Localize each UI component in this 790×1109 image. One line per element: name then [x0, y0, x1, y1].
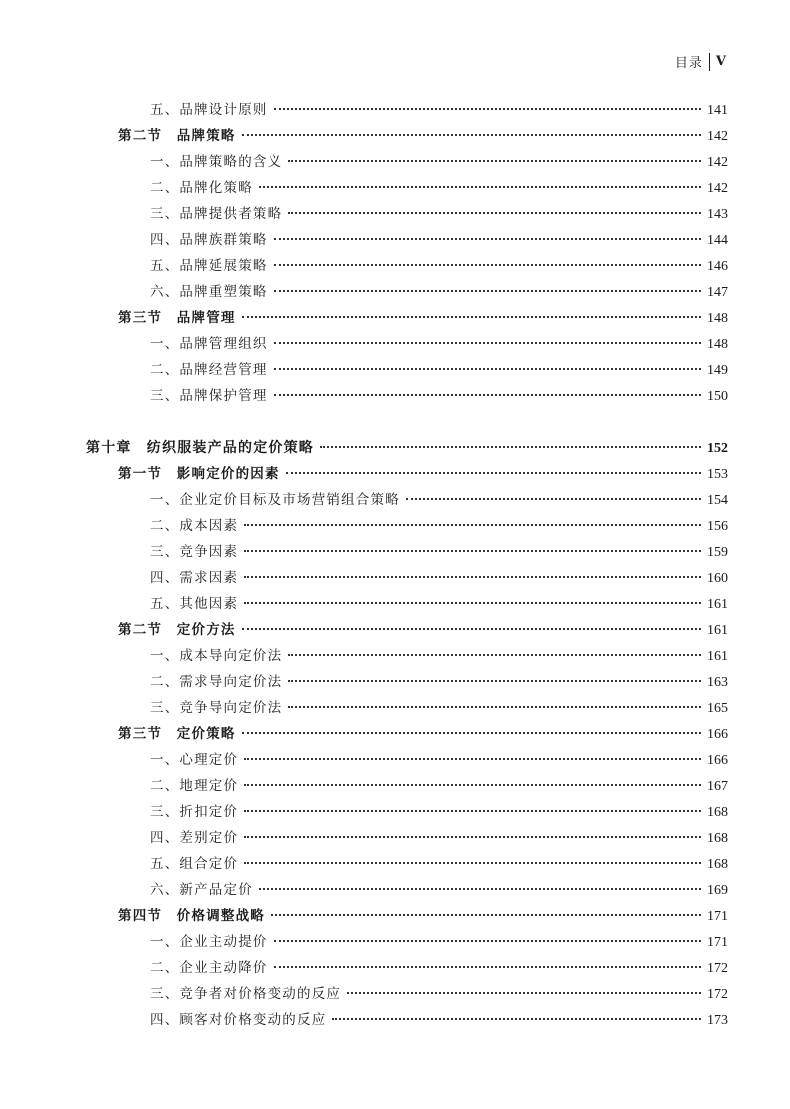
toc-entry-title: 三、竞争者对价格变动的反应: [150, 986, 342, 1002]
dot-leader: [274, 108, 701, 110]
dot-leader: [288, 212, 701, 214]
toc-entry-page-number: 153: [707, 467, 728, 482]
dot-leader: [288, 160, 701, 162]
toc-entry-item[interactable]: [150, 203, 728, 225]
toc-entry-page-number: 149: [707, 363, 728, 378]
toc-entry-title: 四、差别定价: [150, 830, 239, 846]
dot-leader: [271, 914, 701, 916]
dot-leader: [244, 810, 701, 812]
toc-entry-title: 六、品牌重塑策略: [150, 284, 268, 300]
toc-entry-title: 第二节 品牌策略: [118, 128, 236, 144]
toc-entry-item[interactable]: [150, 931, 728, 953]
toc-entry-section[interactable]: [118, 619, 728, 641]
dot-leader: [259, 888, 701, 890]
toc-entry-item[interactable]: [150, 515, 728, 537]
toc-entry-item[interactable]: [150, 151, 728, 173]
dot-leader: [288, 706, 701, 708]
toc-entry-item[interactable]: [150, 957, 728, 979]
dot-leader: [406, 498, 701, 500]
toc-entry-title: 一、企业定价目标及市场营销组合策略: [150, 492, 400, 508]
dot-leader: [274, 966, 701, 968]
toc-entry-title: 二、需求导向定价法: [150, 674, 283, 690]
toc-entry-item[interactable]: [150, 489, 728, 511]
toc-entry-page-number: 161: [707, 649, 728, 664]
dot-leader: [244, 550, 701, 552]
dot-leader: [274, 264, 701, 266]
toc-entry-title: 五、其他因素: [150, 596, 239, 612]
dot-leader: [286, 472, 701, 474]
toc-entry-page-number: 163: [707, 675, 728, 690]
dot-leader: [274, 290, 701, 292]
toc-entry-title: 二、成本因素: [150, 518, 239, 534]
toc-entry-item[interactable]: [150, 749, 728, 771]
toc-entry-page-number: 166: [707, 727, 728, 742]
toc-entry-page-number: 141: [707, 103, 728, 118]
toc-entry-page-number: 165: [707, 701, 728, 716]
toc-entry-title: 第三节 品牌管理: [118, 310, 236, 326]
toc-entry-item[interactable]: [150, 645, 728, 667]
toc-entry-item[interactable]: [150, 541, 728, 563]
dot-leader: [242, 316, 701, 318]
toc-entry-page-number: 144: [707, 233, 728, 248]
toc-entry-page-number: 166: [707, 753, 728, 768]
toc-entry-section[interactable]: [118, 463, 728, 485]
toc-entry-item[interactable]: [150, 1009, 728, 1031]
dot-leader: [244, 602, 701, 604]
toc-entry-item[interactable]: [150, 281, 728, 303]
dot-leader: [274, 238, 701, 240]
dot-leader: [242, 732, 701, 734]
toc-entry-page-number: 148: [707, 337, 728, 352]
dot-leader: [288, 654, 701, 656]
toc-entry-page-number: 152: [707, 441, 728, 456]
toc-entry-section[interactable]: [118, 905, 728, 927]
toc-entry-item[interactable]: [150, 827, 728, 849]
toc-entry-page-number: 142: [707, 129, 728, 144]
dot-leader: [242, 134, 701, 136]
toc-entry-item[interactable]: [150, 697, 728, 719]
toc-entry-item[interactable]: [150, 229, 728, 251]
toc-entry-title: 第三节 定价策略: [118, 726, 236, 742]
toc-entry-page-number: 168: [707, 805, 728, 820]
toc-entry-title: 五、品牌延展策略: [150, 258, 268, 274]
toc-entry-title: 三、品牌保护管理: [150, 388, 268, 404]
toc-entry-title: 五、组合定价: [150, 856, 239, 872]
toc-entry-title: 四、品牌族群策略: [150, 232, 268, 248]
toc-entry-section[interactable]: [118, 723, 728, 745]
toc-entry-title: 第十章 纺织服装产品的定价策略: [86, 440, 314, 456]
toc-entry-page-number: 142: [707, 181, 728, 196]
toc-entry-section[interactable]: [118, 125, 728, 147]
dot-leader: [242, 628, 701, 630]
dot-leader: [244, 576, 701, 578]
toc-entry-title: 三、折扣定价: [150, 804, 239, 820]
header-divider: [709, 53, 710, 71]
toc-entry-page-number: 156: [707, 519, 728, 534]
toc-entry-title: 四、顾客对价格变动的反应: [150, 1012, 327, 1028]
toc-entry-item[interactable]: [150, 333, 728, 355]
dot-leader: [332, 1018, 701, 1020]
toc-entry-item[interactable]: [150, 359, 728, 381]
dot-leader: [274, 342, 701, 344]
running-header: [675, 52, 727, 71]
toc-entry-title: 四、需求因素: [150, 570, 239, 586]
dot-leader: [274, 368, 701, 370]
toc-entry-title: 三、竞争因素: [150, 544, 239, 560]
toc-entry-title: 一、品牌管理组织: [150, 336, 268, 352]
toc-entry-item[interactable]: [150, 853, 728, 875]
toc-entry-page-number: 146: [707, 259, 728, 274]
toc-entry-page-number: 169: [707, 883, 728, 898]
toc-entry-item[interactable]: [150, 879, 728, 901]
dot-leader: [244, 524, 701, 526]
toc-entry-title: 三、品牌提供者策略: [150, 206, 283, 222]
toc-entry-page-number: 150: [707, 389, 728, 404]
toc-entry-title: 一、品牌策略的含义: [150, 154, 283, 170]
toc-entry-page-number: 148: [707, 311, 728, 326]
toc-entry-chapter[interactable]: [86, 437, 728, 459]
toc-entry-page-number: 172: [707, 987, 728, 1002]
dot-leader: [274, 394, 701, 396]
toc-entry-page-number: 171: [707, 909, 728, 924]
toc-entry-item[interactable]: [150, 775, 728, 797]
toc-entry-title: 第一节 影响定价的因素: [118, 466, 280, 482]
toc-entry-page-number: 154: [707, 493, 728, 508]
dot-leader: [244, 758, 701, 760]
toc-entry-page-number: 171: [707, 935, 728, 950]
toc-entry-page-number: 172: [707, 961, 728, 976]
toc-entry-title: 第二节 定价方法: [118, 622, 236, 638]
toc-entry-title: 第四节 价格调整战略: [118, 908, 265, 924]
toc-entry-title: 二、品牌化策略: [150, 180, 253, 196]
toc-entry-title: 三、竞争导向定价法: [150, 700, 283, 716]
toc-entry-title: 二、地理定价: [150, 778, 239, 794]
toc-entry-title: 二、品牌经营管理: [150, 362, 268, 378]
dot-leader: [259, 186, 701, 188]
toc-entry-item[interactable]: [150, 99, 728, 121]
toc-entry-item[interactable]: [150, 671, 728, 693]
dot-leader: [288, 680, 701, 682]
toc-entry-title: 一、成本导向定价法: [150, 648, 283, 664]
toc-entry-page-number: 173: [707, 1013, 728, 1028]
toc-entry-page-number: 161: [707, 623, 728, 638]
header-title: 目录: [674, 56, 703, 71]
toc-entry-page-number: 147: [707, 285, 728, 300]
toc-entry-title: 一、企业主动提价: [150, 934, 268, 950]
toc-entry-page-number: 168: [707, 831, 728, 846]
dot-leader: [320, 446, 701, 448]
toc-entry-title: 五、品牌设计原则: [150, 102, 268, 118]
toc-entry-page-number: 159: [707, 545, 728, 560]
toc-entry-page-number: 161: [707, 597, 728, 612]
toc-entry-page-number: 142: [707, 155, 728, 170]
toc-entry-item[interactable]: [150, 983, 728, 1005]
header-page-number: V: [715, 54, 727, 69]
toc-entry-item[interactable]: [150, 567, 728, 589]
toc-entry-item[interactable]: [150, 385, 728, 407]
dot-leader: [244, 784, 701, 786]
toc-entry-page-number: 168: [707, 857, 728, 872]
toc-entry-page-number: 160: [707, 571, 728, 586]
toc-entry-item[interactable]: [150, 255, 728, 277]
dot-leader: [244, 862, 701, 864]
dot-leader: [347, 992, 701, 994]
dot-leader: [274, 940, 701, 942]
toc-entry-title: 二、企业主动降价: [150, 960, 268, 976]
toc-entry-page-number: 143: [707, 207, 728, 222]
toc-entry-page-number: 167: [707, 779, 728, 794]
toc-entry-section[interactable]: [118, 307, 728, 329]
dot-leader: [244, 836, 701, 838]
toc-entry-item[interactable]: [150, 801, 728, 823]
toc-entry-item[interactable]: [150, 593, 728, 615]
toc-entry-item[interactable]: [150, 177, 728, 199]
toc-entry-title: 一、心理定价: [150, 752, 239, 768]
toc-entry-title: 六、新产品定价: [150, 882, 253, 898]
